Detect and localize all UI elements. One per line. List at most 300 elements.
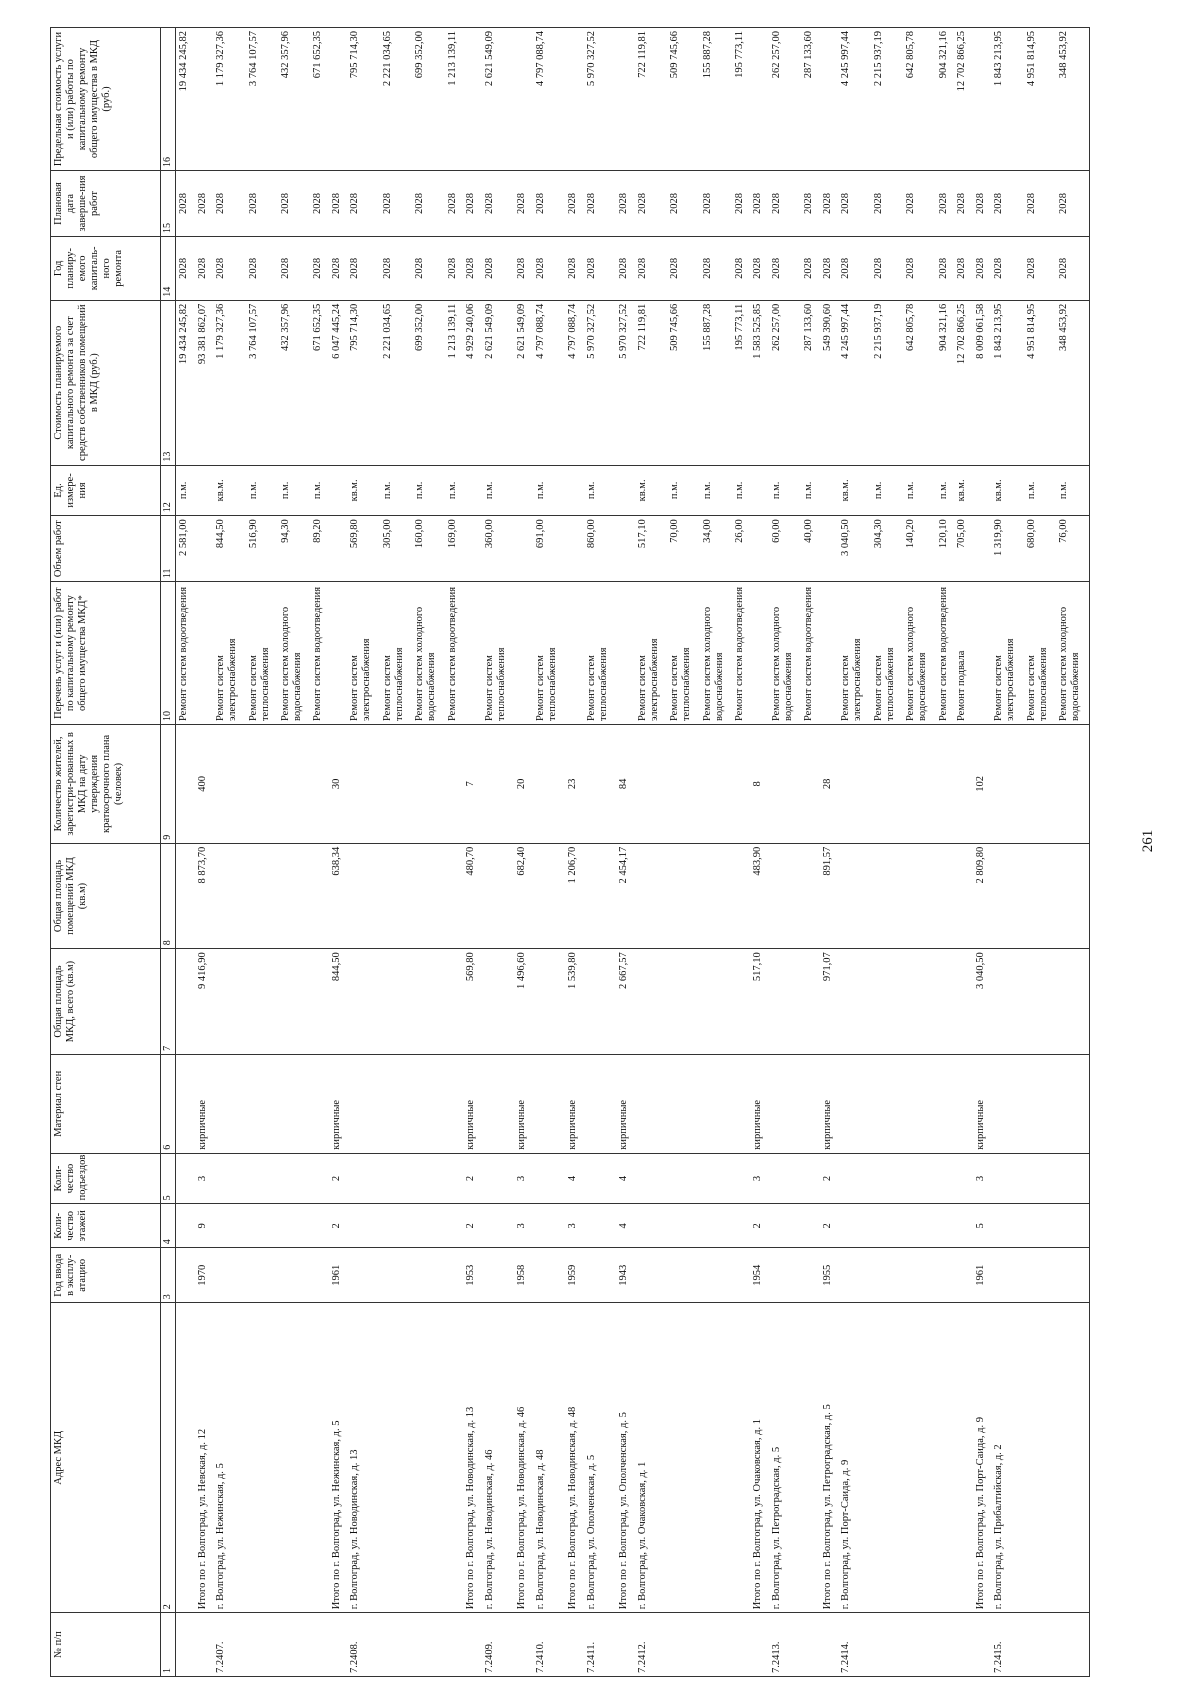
table-row bbox=[310, 28, 329, 1677]
premises-area-cell bbox=[667, 843, 699, 949]
unit-cell: п.м. bbox=[1056, 465, 1089, 516]
total-area-cell bbox=[1056, 949, 1089, 1055]
build-year-cell: 1961 bbox=[973, 1248, 992, 1303]
work-type-cell: Ремонт систем холодного водоснабжения bbox=[278, 582, 310, 725]
header-cell: № п/п bbox=[51, 1613, 161, 1677]
residents-count-cell: 28 bbox=[820, 725, 839, 844]
limit-cost-cell: 195 773,11 bbox=[732, 28, 751, 171]
work-volume-cell: 89,20 bbox=[310, 516, 329, 582]
column-number: 11 bbox=[161, 516, 176, 582]
end-year-cell: 2028 bbox=[310, 171, 329, 237]
end-year-cell: 2028 bbox=[954, 171, 973, 237]
unit-cell: кв.м. bbox=[838, 465, 870, 516]
planned-cost-cell: 509 745,66 bbox=[667, 300, 699, 465]
premises-area-cell: 2 454,17 bbox=[616, 843, 635, 949]
entrances-count-cell bbox=[991, 1153, 1023, 1204]
planned-cost-cell: 2 621 549,09 bbox=[514, 300, 533, 465]
plan-year-cell: 2028 bbox=[903, 236, 935, 300]
row-number-cell bbox=[514, 1613, 533, 1677]
total-area-cell bbox=[380, 949, 412, 1055]
floors-count-cell bbox=[801, 1204, 820, 1248]
limit-cost-cell bbox=[514, 28, 533, 171]
address-cell: г. Волгоград, ул. Порт-Саида, д. 9 bbox=[838, 1303, 870, 1613]
table-row bbox=[635, 28, 667, 1677]
work-volume-cell: 517,10 bbox=[635, 516, 667, 582]
entrances-count-cell bbox=[903, 1153, 935, 1204]
plan-year-cell: 2028 bbox=[769, 236, 801, 300]
limit-cost-cell: 287 133,60 bbox=[801, 28, 820, 171]
table-row bbox=[769, 28, 801, 1677]
address-cell: Итого по г. Волгоград, ул. Нежинская, д. 5 bbox=[329, 1303, 348, 1613]
total-area-cell bbox=[667, 949, 699, 1055]
unit-cell: п.м. bbox=[310, 465, 329, 516]
limit-cost-cell: 1 179 327,36 bbox=[213, 28, 245, 171]
work-volume-cell bbox=[616, 516, 635, 582]
entrances-count-cell bbox=[769, 1153, 801, 1204]
build-year-cell bbox=[380, 1248, 412, 1303]
address-cell: г. Волгоград, ул. Ополченская, д. 5 bbox=[584, 1303, 616, 1613]
build-year-cell bbox=[732, 1248, 751, 1303]
total-area-cell bbox=[176, 949, 195, 1055]
end-year-cell: 2028 bbox=[991, 171, 1023, 237]
unit-cell: п.м. bbox=[278, 465, 310, 516]
table-row bbox=[1024, 28, 1056, 1677]
residents-count-cell bbox=[533, 725, 565, 844]
total-area-cell bbox=[278, 949, 310, 1055]
residents-count-cell bbox=[213, 725, 245, 844]
wall-material-cell: кирпичные bbox=[616, 1054, 635, 1153]
unit-cell: п.м. bbox=[936, 465, 955, 516]
row-number-cell bbox=[310, 1613, 329, 1677]
limit-cost-cell: 3 764 107,57 bbox=[246, 28, 278, 171]
floors-count-cell bbox=[1056, 1204, 1089, 1248]
end-year-cell: 2028 bbox=[1024, 171, 1056, 237]
wall-material-cell bbox=[310, 1054, 329, 1153]
address-cell bbox=[310, 1303, 329, 1613]
end-year-cell: 2028 bbox=[584, 171, 616, 237]
premises-area-cell bbox=[412, 843, 444, 949]
residents-count-cell bbox=[954, 725, 973, 844]
header-cell: Общая площадь помещений МКД (кв.м) bbox=[51, 843, 161, 949]
planned-cost-cell: 904 321,16 bbox=[936, 300, 955, 465]
entrances-count-cell bbox=[412, 1153, 444, 1204]
limit-cost-cell: 509 745,66 bbox=[667, 28, 699, 171]
limit-cost-cell: 722 119,81 bbox=[635, 28, 667, 171]
end-year-cell: 2028 bbox=[936, 171, 955, 237]
entrances-count-cell bbox=[936, 1153, 955, 1204]
residents-count-cell bbox=[584, 725, 616, 844]
floors-count-cell bbox=[1024, 1204, 1056, 1248]
total-area-cell: 844,50 bbox=[329, 949, 348, 1055]
planned-cost-cell: 642 805,78 bbox=[903, 300, 935, 465]
wall-material-cell: кирпичные bbox=[329, 1054, 348, 1153]
work-volume-cell bbox=[973, 516, 992, 582]
column-number: 7 bbox=[161, 949, 176, 1055]
floors-count-cell bbox=[533, 1204, 565, 1248]
address-cell: Итого по г. Волгоград, ул. Невская, д. 12 bbox=[195, 1303, 214, 1613]
total-row bbox=[565, 28, 584, 1677]
total-row bbox=[195, 28, 214, 1677]
residents-count-cell bbox=[700, 725, 732, 844]
total-area-cell: 517,10 bbox=[750, 949, 769, 1055]
work-type-cell: Ремонт систем холодного водоснабжения bbox=[769, 582, 801, 725]
end-year-cell: 2028 bbox=[871, 171, 903, 237]
header-cell: Год ввода в эксплу-атацию bbox=[51, 1248, 161, 1303]
table-row bbox=[445, 28, 464, 1677]
limit-cost-cell bbox=[750, 28, 769, 171]
limit-cost-cell: 12 702 866,25 bbox=[954, 28, 973, 171]
floors-count-cell: 2 bbox=[463, 1204, 482, 1248]
total-area-cell bbox=[801, 949, 820, 1055]
entrances-count-cell: 2 bbox=[329, 1153, 348, 1204]
work-volume-cell: 160,00 bbox=[412, 516, 444, 582]
premises-area-cell bbox=[1056, 843, 1089, 949]
row-number-cell bbox=[936, 1613, 955, 1677]
build-year-cell bbox=[769, 1248, 801, 1303]
capital-repair-table bbox=[50, 27, 1090, 1677]
limit-cost-cell: 4 797 088,74 bbox=[533, 28, 565, 171]
row-number-cell: 7.2407. bbox=[213, 1613, 245, 1677]
table-row bbox=[667, 28, 699, 1677]
unit-cell bbox=[750, 465, 769, 516]
address-cell: Итого по г. Волгоград, ул. Порт-Саида, д. 9 bbox=[973, 1303, 992, 1613]
residents-count-cell bbox=[246, 725, 278, 844]
residents-count-cell: 7 bbox=[463, 725, 482, 844]
build-year-cell: 1943 bbox=[616, 1248, 635, 1303]
build-year-cell bbox=[412, 1248, 444, 1303]
row-number-cell bbox=[667, 1613, 699, 1677]
build-year-cell bbox=[482, 1248, 514, 1303]
end-year-cell: 2028 bbox=[347, 171, 379, 237]
limit-cost-cell: 1 843 213,95 bbox=[991, 28, 1023, 171]
limit-cost-cell: 795 714,30 bbox=[347, 28, 379, 171]
row-number-cell bbox=[732, 1613, 751, 1677]
header-cell: Предельная стоимость услуги и (или) работы по капитальному ремонту общего имущества в МКД (руб.) bbox=[51, 28, 161, 171]
wall-material-cell bbox=[482, 1054, 514, 1153]
unit-cell: п.м. bbox=[380, 465, 412, 516]
work-volume-cell: 60,00 bbox=[769, 516, 801, 582]
end-year-cell: 2028 bbox=[278, 171, 310, 237]
row-number-cell bbox=[195, 1613, 214, 1677]
work-type-cell: Ремонт систем теплоснабжения bbox=[533, 582, 565, 725]
end-year-cell: 2028 bbox=[445, 171, 464, 237]
unit-cell: п.м. bbox=[801, 465, 820, 516]
work-type-cell bbox=[973, 582, 992, 725]
table-row bbox=[380, 28, 412, 1677]
column-number: 4 bbox=[161, 1204, 176, 1248]
premises-area-cell bbox=[278, 843, 310, 949]
entrances-count-cell bbox=[635, 1153, 667, 1204]
work-type-cell bbox=[820, 582, 839, 725]
premises-area-cell bbox=[584, 843, 616, 949]
planned-cost-cell: 1 213 139,11 bbox=[445, 300, 464, 465]
build-year-cell: 1970 bbox=[195, 1248, 214, 1303]
unit-cell: п.м. bbox=[176, 465, 195, 516]
plan-year-cell: 2028 bbox=[584, 236, 616, 300]
residents-count-cell bbox=[380, 725, 412, 844]
end-year-cell: 2028 bbox=[903, 171, 935, 237]
limit-cost-cell bbox=[329, 28, 348, 171]
wall-material-cell: кирпичные bbox=[195, 1054, 214, 1153]
wall-material-cell bbox=[871, 1054, 903, 1153]
build-year-cell bbox=[936, 1248, 955, 1303]
row-number-cell: 7.2414. bbox=[838, 1613, 870, 1677]
limit-cost-cell bbox=[616, 28, 635, 171]
total-area-cell: 2 667,57 bbox=[616, 949, 635, 1055]
column-number: 3 bbox=[161, 1248, 176, 1303]
build-year-cell bbox=[176, 1248, 195, 1303]
row-number-cell bbox=[176, 1613, 195, 1677]
build-year-cell bbox=[838, 1248, 870, 1303]
address-cell: г. Волгоград, ул. Прибалтийская, д. 2 bbox=[991, 1303, 1023, 1613]
planned-cost-cell: 432 357,96 bbox=[278, 300, 310, 465]
plan-year-cell: 2028 bbox=[412, 236, 444, 300]
table-row bbox=[838, 28, 870, 1677]
table-row bbox=[991, 28, 1023, 1677]
total-area-cell bbox=[838, 949, 870, 1055]
planned-cost-cell: 262 257,00 bbox=[769, 300, 801, 465]
premises-area-cell bbox=[635, 843, 667, 949]
table-row bbox=[1056, 28, 1089, 1677]
table-row bbox=[936, 28, 955, 1677]
address-cell bbox=[278, 1303, 310, 1613]
residents-count-cell: 8 bbox=[750, 725, 769, 844]
work-volume-cell: 860,00 bbox=[584, 516, 616, 582]
limit-cost-cell: 642 805,78 bbox=[903, 28, 935, 171]
wall-material-cell bbox=[445, 1054, 464, 1153]
page-number: 261 bbox=[1140, 829, 1156, 853]
column-number: 9 bbox=[161, 725, 176, 844]
table-row bbox=[801, 28, 820, 1677]
row-number-cell bbox=[380, 1613, 412, 1677]
row-number-cell bbox=[329, 1613, 348, 1677]
residents-count-cell bbox=[482, 725, 514, 844]
residents-count-cell: 400 bbox=[195, 725, 214, 844]
build-year-cell bbox=[584, 1248, 616, 1303]
planned-cost-cell: 5 970 327,52 bbox=[616, 300, 635, 465]
work-volume-cell: 360,00 bbox=[482, 516, 514, 582]
premises-area-cell bbox=[1024, 843, 1056, 949]
floors-count-cell bbox=[635, 1204, 667, 1248]
residents-count-cell bbox=[871, 725, 903, 844]
work-type-cell: Ремонт систем водоотведения bbox=[310, 582, 329, 725]
table-row bbox=[278, 28, 310, 1677]
residents-count-cell: 102 bbox=[973, 725, 992, 844]
premises-area-cell bbox=[482, 843, 514, 949]
wall-material-cell: кирпичные bbox=[565, 1054, 584, 1153]
floors-count-cell: 4 bbox=[616, 1204, 635, 1248]
work-type-cell: Ремонт систем теплоснабжения bbox=[482, 582, 514, 725]
work-volume-cell: 140,20 bbox=[903, 516, 935, 582]
column-number: 8 bbox=[161, 843, 176, 949]
unit-cell: п.м. bbox=[533, 465, 565, 516]
planned-cost-cell: 8 009 061,58 bbox=[973, 300, 992, 465]
work-volume-cell: 26,00 bbox=[732, 516, 751, 582]
plan-year-cell: 2028 bbox=[246, 236, 278, 300]
planned-cost-cell: 4 951 814,95 bbox=[1024, 300, 1056, 465]
unit-cell: кв.м. bbox=[635, 465, 667, 516]
entrances-count-cell: 4 bbox=[565, 1153, 584, 1204]
plan-year-cell: 2028 bbox=[635, 236, 667, 300]
floors-count-cell: 2 bbox=[820, 1204, 839, 1248]
address-cell: г. Волгоград, ул. Новодинская, д. 13 bbox=[347, 1303, 379, 1613]
work-volume-cell: 691,00 bbox=[533, 516, 565, 582]
work-type-cell: Ремонт систем электроснабжения bbox=[991, 582, 1023, 725]
wall-material-cell bbox=[667, 1054, 699, 1153]
total-area-cell bbox=[635, 949, 667, 1055]
entrances-count-cell bbox=[1056, 1153, 1089, 1204]
work-type-cell: Ремонт систем теплоснабжения bbox=[1024, 582, 1056, 725]
header-cell: Перечень услуг и (или) работ по капитальному ремонту общего имущества МКД* bbox=[51, 582, 161, 725]
plan-year-cell: 2028 bbox=[871, 236, 903, 300]
end-year-cell: 2028 bbox=[380, 171, 412, 237]
build-year-cell bbox=[246, 1248, 278, 1303]
floors-count-cell: 3 bbox=[565, 1204, 584, 1248]
work-type-cell: Ремонт систем теплоснабжения bbox=[584, 582, 616, 725]
premises-area-cell: 891,57 bbox=[820, 843, 839, 949]
address-cell: Итого по г. Волгоград, ул. Новодинская, д. 46 bbox=[514, 1303, 533, 1613]
wall-material-cell bbox=[1024, 1054, 1056, 1153]
premises-area-cell bbox=[213, 843, 245, 949]
entrances-count-cell bbox=[380, 1153, 412, 1204]
work-volume-cell bbox=[565, 516, 584, 582]
total-area-cell: 569,80 bbox=[463, 949, 482, 1055]
column-number-row bbox=[161, 28, 176, 1677]
plan-year-cell: 2028 bbox=[463, 236, 482, 300]
total-area-cell bbox=[769, 949, 801, 1055]
plan-year-cell: 2028 bbox=[973, 236, 992, 300]
end-year-cell: 2028 bbox=[732, 171, 751, 237]
unit-cell: п.м. bbox=[412, 465, 444, 516]
plan-year-cell: 2028 bbox=[565, 236, 584, 300]
column-number: 13 bbox=[161, 300, 176, 465]
row-number-cell bbox=[278, 1613, 310, 1677]
planned-cost-cell: 795 714,30 bbox=[347, 300, 379, 465]
residents-count-cell bbox=[801, 725, 820, 844]
unit-cell: кв.м. bbox=[991, 465, 1023, 516]
entrances-count-cell bbox=[213, 1153, 245, 1204]
work-volume-cell: 34,00 bbox=[700, 516, 732, 582]
planned-cost-cell: 155 887,28 bbox=[700, 300, 732, 465]
column-number: 12 bbox=[161, 465, 176, 516]
total-area-cell bbox=[347, 949, 379, 1055]
residents-count-cell: 30 bbox=[329, 725, 348, 844]
plan-year-cell: 2028 bbox=[176, 236, 195, 300]
end-year-cell: 2028 bbox=[533, 171, 565, 237]
row-number-cell: 7.2408. bbox=[347, 1613, 379, 1677]
row-number-cell bbox=[1024, 1613, 1056, 1677]
residents-count-cell bbox=[1024, 725, 1056, 844]
planned-cost-cell: 4 929 240,06 bbox=[463, 300, 482, 465]
plan-year-cell: 2028 bbox=[533, 236, 565, 300]
plan-year-cell: 2028 bbox=[213, 236, 245, 300]
planned-cost-cell: 4 797 088,74 bbox=[533, 300, 565, 465]
build-year-cell bbox=[347, 1248, 379, 1303]
total-row bbox=[463, 28, 482, 1677]
premises-area-cell bbox=[732, 843, 751, 949]
floors-count-cell bbox=[380, 1204, 412, 1248]
address-cell: г. Волгоград, ул. Новодинская, д. 46 bbox=[482, 1303, 514, 1613]
limit-cost-cell: 1 213 139,11 bbox=[445, 28, 464, 171]
entrances-count-cell: 3 bbox=[195, 1153, 214, 1204]
limit-cost-cell bbox=[195, 28, 214, 171]
work-volume-cell: 516,90 bbox=[246, 516, 278, 582]
column-number: 5 bbox=[161, 1153, 176, 1204]
planned-cost-cell: 671 652,35 bbox=[310, 300, 329, 465]
build-year-cell bbox=[1024, 1248, 1056, 1303]
total-row bbox=[750, 28, 769, 1677]
header-cell: Год планиру-емого капиталь-ного ремонта bbox=[51, 236, 161, 300]
column-number: 1 bbox=[161, 1613, 176, 1677]
limit-cost-cell: 2 215 937,19 bbox=[871, 28, 903, 171]
address-cell: Итого по г. Волгоград, ул. Новодинская, д. 13 bbox=[463, 1303, 482, 1613]
floors-count-cell bbox=[838, 1204, 870, 1248]
table-row bbox=[871, 28, 903, 1677]
build-year-cell bbox=[213, 1248, 245, 1303]
work-type-cell: Ремонт систем водоотведения bbox=[936, 582, 955, 725]
plan-year-cell: 2028 bbox=[278, 236, 310, 300]
planned-cost-cell: 1 583 525,85 bbox=[750, 300, 769, 465]
work-volume-cell: 94,30 bbox=[278, 516, 310, 582]
premises-area-cell bbox=[533, 843, 565, 949]
work-type-cell bbox=[463, 582, 482, 725]
unit-cell: п.м. bbox=[584, 465, 616, 516]
premises-area-cell: 483,90 bbox=[750, 843, 769, 949]
address-cell: Итого по г. Волгоград, ул. Новодинская, д. 48 bbox=[565, 1303, 584, 1613]
work-type-cell: Ремонт систем электроснабжения bbox=[635, 582, 667, 725]
limit-cost-cell: 262 257,00 bbox=[769, 28, 801, 171]
wall-material-cell bbox=[769, 1054, 801, 1153]
total-row bbox=[514, 28, 533, 1677]
build-year-cell bbox=[278, 1248, 310, 1303]
unit-cell bbox=[973, 465, 992, 516]
total-row bbox=[973, 28, 992, 1677]
floors-count-cell: 3 bbox=[514, 1204, 533, 1248]
unit-cell: п.м. bbox=[903, 465, 935, 516]
floors-count-cell bbox=[732, 1204, 751, 1248]
work-volume-cell: 844,50 bbox=[213, 516, 245, 582]
build-year-cell: 1961 bbox=[329, 1248, 348, 1303]
residents-count-cell bbox=[769, 725, 801, 844]
total-row bbox=[329, 28, 348, 1677]
row-number-cell: 7.2411. bbox=[584, 1613, 616, 1677]
row-number-cell bbox=[903, 1613, 935, 1677]
build-year-cell bbox=[1056, 1248, 1089, 1303]
floors-count-cell bbox=[871, 1204, 903, 1248]
premises-area-cell bbox=[700, 843, 732, 949]
work-type-cell bbox=[565, 582, 584, 725]
floors-count-cell: 5 bbox=[973, 1204, 992, 1248]
table-row bbox=[732, 28, 751, 1677]
work-type-cell: Ремонт систем водоотведения bbox=[445, 582, 464, 725]
table-row bbox=[482, 28, 514, 1677]
unit-cell: п.м. bbox=[445, 465, 464, 516]
table-row bbox=[954, 28, 973, 1677]
residents-count-cell bbox=[635, 725, 667, 844]
table-row bbox=[903, 28, 935, 1677]
row-number-cell bbox=[820, 1613, 839, 1677]
address-cell bbox=[801, 1303, 820, 1613]
end-year-cell: 2028 bbox=[838, 171, 870, 237]
wall-material-cell bbox=[1056, 1054, 1089, 1153]
plan-year-cell: 2028 bbox=[616, 236, 635, 300]
premises-area-cell: 682,40 bbox=[514, 843, 533, 949]
premises-area-cell bbox=[445, 843, 464, 949]
unit-cell bbox=[195, 465, 214, 516]
wall-material-cell bbox=[635, 1054, 667, 1153]
floors-count-cell: 2 bbox=[750, 1204, 769, 1248]
planned-cost-cell: 2 221 034,65 bbox=[380, 300, 412, 465]
